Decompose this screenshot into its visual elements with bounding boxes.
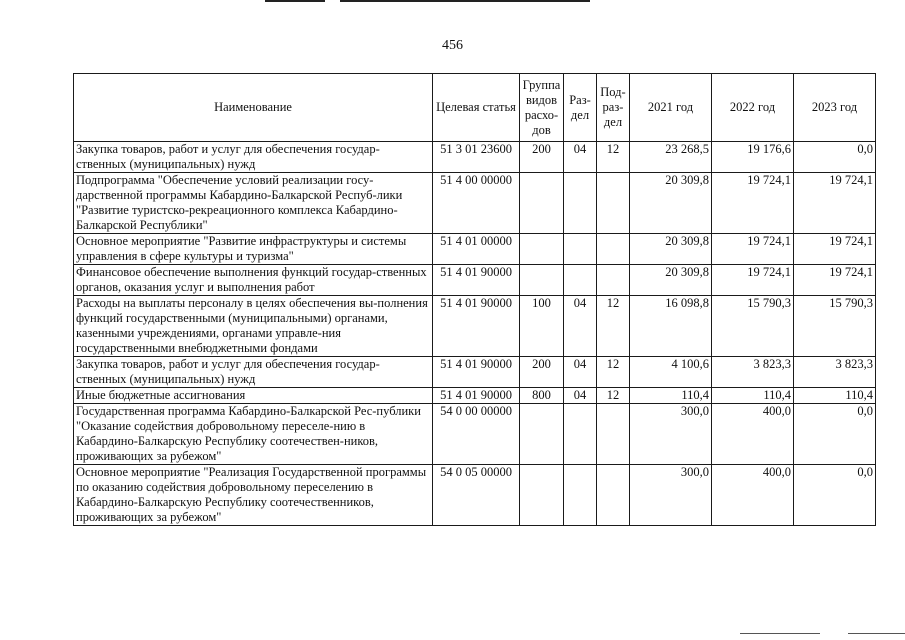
row-2022: 110,4 xyxy=(712,388,794,404)
row-subsection: 12 xyxy=(597,296,630,357)
row-2023: 19 724,1 xyxy=(794,265,876,296)
top-page-rule xyxy=(265,0,325,2)
row-subsection: 12 xyxy=(597,142,630,173)
header-subsection: Под-раз-дел xyxy=(597,74,630,142)
row-group xyxy=(520,404,564,465)
header-year-2023: 2023 год xyxy=(794,74,876,142)
table-row xyxy=(74,388,876,404)
row-name: Иные бюджетные ассигнования xyxy=(74,388,433,404)
row-group xyxy=(520,234,564,265)
bottom-page-rule xyxy=(848,633,905,634)
row-subsection: 12 xyxy=(597,357,630,388)
row-section: 04 xyxy=(564,357,597,388)
row-name: Государственная программа Кабардино-Балкарской Рес-публики "Оказание содействия добровольному переселе-нию в Кабардино-Балкарскую Республику соотечествен-ников, проживающих за рубежом" xyxy=(74,404,433,465)
row-2023: 110,4 xyxy=(794,388,876,404)
top-page-rule xyxy=(340,0,590,2)
row-2021: 300,0 xyxy=(630,465,712,526)
header-code: Целевая статья xyxy=(433,74,520,142)
row-subsection xyxy=(597,465,630,526)
header-group: Группа видов расхо-дов xyxy=(520,74,564,142)
row-2023: 15 790,3 xyxy=(794,296,876,357)
row-code: 51 3 01 23600 xyxy=(433,142,520,173)
table-row xyxy=(74,357,876,388)
row-name: Основное мероприятие "Реализация Государственной программы по оказанию содействия добровольному переселению в Кабардино-Балкарскую Республику соотечественников, проживающих за рубежом" xyxy=(74,465,433,526)
row-name: Закупка товаров, работ и услуг для обеспечения государ-ственных (муниципальных) нужд xyxy=(74,142,433,173)
row-section xyxy=(564,404,597,465)
row-2023: 0,0 xyxy=(794,465,876,526)
row-subsection xyxy=(597,173,630,234)
row-code: 51 4 01 90000 xyxy=(433,296,520,357)
row-2022: 19 176,6 xyxy=(712,142,794,173)
row-section: 04 xyxy=(564,296,597,357)
row-2021: 23 268,5 xyxy=(630,142,712,173)
row-subsection xyxy=(597,265,630,296)
row-group: 100 xyxy=(520,296,564,357)
row-2023: 19 724,1 xyxy=(794,234,876,265)
row-2023: 19 724,1 xyxy=(794,173,876,234)
header-year-2022: 2022 год xyxy=(712,74,794,142)
row-2023: 0,0 xyxy=(794,142,876,173)
row-2022: 400,0 xyxy=(712,465,794,526)
row-2023: 0,0 xyxy=(794,404,876,465)
row-group xyxy=(520,173,564,234)
table-row xyxy=(74,142,876,173)
table-row xyxy=(74,234,876,265)
row-2021: 20 309,8 xyxy=(630,265,712,296)
header-year-2021: 2021 год xyxy=(630,74,712,142)
row-2021: 20 309,8 xyxy=(630,173,712,234)
row-2021: 20 309,8 xyxy=(630,234,712,265)
row-group: 200 xyxy=(520,142,564,173)
row-2021: 16 098,8 xyxy=(630,296,712,357)
table-row xyxy=(74,173,876,234)
row-code: 51 4 01 90000 xyxy=(433,265,520,296)
row-group xyxy=(520,465,564,526)
row-2022: 15 790,3 xyxy=(712,296,794,357)
row-2021: 4 100,6 xyxy=(630,357,712,388)
row-2023: 3 823,3 xyxy=(794,357,876,388)
row-name: Основное мероприятие "Развитие инфраструктуры и системы управления в сфере культуры и туризма" xyxy=(74,234,433,265)
row-section xyxy=(564,173,597,234)
table-header-row xyxy=(74,74,876,142)
row-code: 51 4 00 00000 xyxy=(433,173,520,234)
row-code: 51 4 01 00000 xyxy=(433,234,520,265)
table-row xyxy=(74,465,876,526)
row-2022: 3 823,3 xyxy=(712,357,794,388)
row-section: 04 xyxy=(564,388,597,404)
header-section: Раз-дел xyxy=(564,74,597,142)
table-row xyxy=(74,265,876,296)
row-name: Расходы на выплаты персоналу в целях обеспечения вы-полнения функций государственными (муниципальными) органами, казенными учреждениями, органами управле-ния государственными внебюджетными фондами xyxy=(74,296,433,357)
table-row xyxy=(74,296,876,357)
table-row xyxy=(74,404,876,465)
row-2021: 300,0 xyxy=(630,404,712,465)
row-2022: 19 724,1 xyxy=(712,173,794,234)
bottom-page-rule xyxy=(740,633,820,634)
row-subsection: 12 xyxy=(597,388,630,404)
row-group xyxy=(520,265,564,296)
page-number: 456 xyxy=(442,38,463,53)
row-2021: 110,4 xyxy=(630,388,712,404)
row-code: 51 4 01 90000 xyxy=(433,388,520,404)
row-2022: 19 724,1 xyxy=(712,234,794,265)
row-2022: 19 724,1 xyxy=(712,265,794,296)
row-group: 800 xyxy=(520,388,564,404)
header-name: Наименование xyxy=(74,74,433,142)
row-2022: 400,0 xyxy=(712,404,794,465)
budget-table xyxy=(73,73,876,526)
row-code: 51 4 01 90000 xyxy=(433,357,520,388)
row-subsection xyxy=(597,404,630,465)
row-name: Закупка товаров, работ и услуг для обеспечения государ-ственных (муниципальных) нужд xyxy=(74,357,433,388)
row-section xyxy=(564,234,597,265)
row-name: Подпрограмма "Обеспечение условий реализации госу-дарственной программы Кабардино-Балкарской Респуб-лики "Развитие туристско-рекреационного комплекса Кабардино-Балкарской Республики" xyxy=(74,173,433,234)
row-name: Финансовое обеспечение выполнения функций государ-ственных органов, оказания услуг и выполнения работ xyxy=(74,265,433,296)
row-group: 200 xyxy=(520,357,564,388)
row-subsection xyxy=(597,234,630,265)
row-section: 04 xyxy=(564,142,597,173)
row-section xyxy=(564,265,597,296)
row-code: 54 0 00 00000 xyxy=(433,404,520,465)
row-section xyxy=(564,465,597,526)
row-code: 54 0 05 00000 xyxy=(433,465,520,526)
